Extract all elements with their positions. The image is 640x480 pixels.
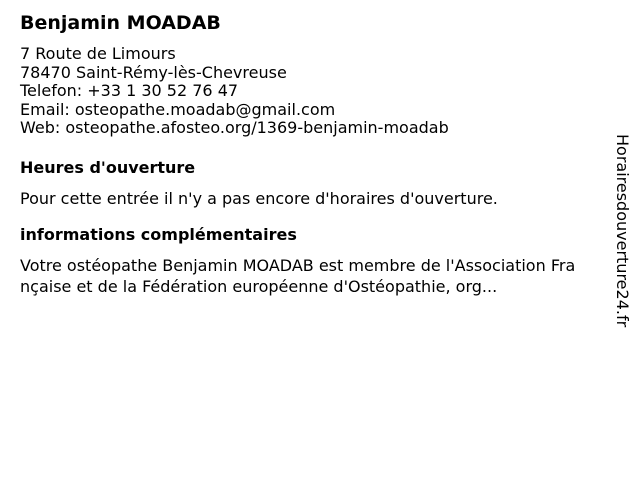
email-line [20,101,590,120]
listing-title: Benjamin MOADAB [20,12,221,34]
listing-card [20,10,590,297]
additional-info-heading: informations complémentaires [20,224,297,244]
site-watermark: Horairesdouverture24.fr [613,134,632,328]
phone-line [20,82,590,101]
web-label: Web: [20,118,61,137]
additional-info-text: Votre ostéopathe Benjamin MOADAB est membre de l'Association Française et de la Fédération européenne d'Ostéopathie, org... [20,255,576,296]
web-line [20,119,590,138]
opening-hours-text: Pour cette entrée il n'y a pas encore d'horaires d'ouverture. [20,188,498,208]
phone-number[interactable]: +33 1 30 52 76 47 [87,81,239,100]
opening-hours-heading: Heures d'ouverture [20,157,196,177]
address-block [20,45,590,138]
postal-city: 78470 Saint-Rémy-lès-Chevreuse [20,62,287,82]
street-address: 7 Route de Limours [20,44,176,63]
web-link[interactable]: osteopathe.afosteo.org/1369-benjamin-moadab [65,118,449,137]
email-link[interactable]: osteopathe.moadab@gmail.com [74,99,336,119]
email-label: Email: [20,99,70,119]
phone-label: Telefon: [20,81,83,100]
